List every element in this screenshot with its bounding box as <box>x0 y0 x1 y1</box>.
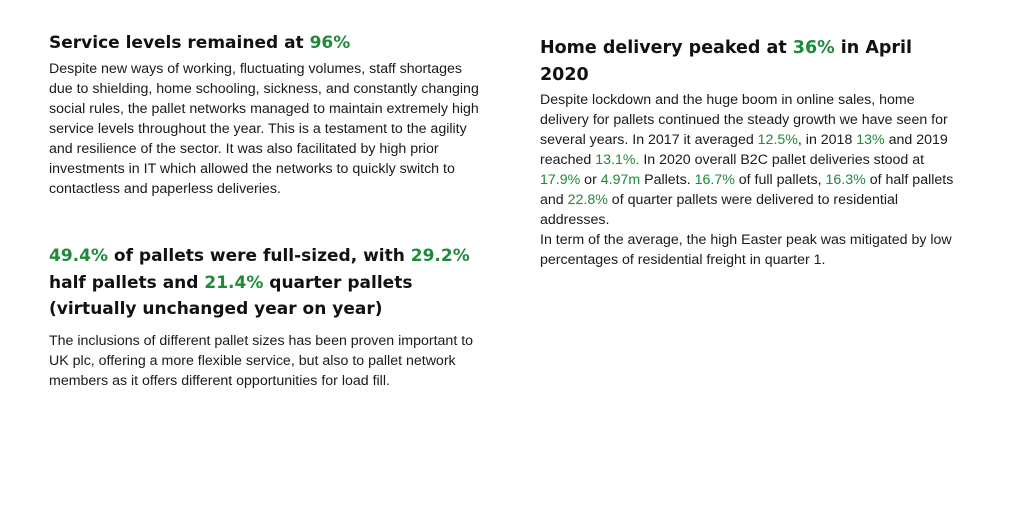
value-2017: 12.5% <box>757 132 798 148</box>
service-levels-paragraph: Despite new ways of working, fluctuating volumes, staff shortages due to shielding, home schooling, sickness, and constantly changing social rules, the pallet networks managed to maintain extremely high service levels throughout the year. This is a testament to the agility and resilience of the sector. It was also facilitated by high prior investments in IT which allowed the networks to quickly switch to contactless and paperless deliveries. <box>49 61 479 197</box>
para-text: of half pallets and <box>540 172 954 208</box>
home-delivery-peak-value: 36% <box>792 38 835 58</box>
para-text: and 2019 reached <box>540 132 948 168</box>
para-text: of full pallets, <box>734 172 826 188</box>
home-delivery-paragraph <box>540 90 960 270</box>
para-text: of quarter pallets were delivered to residential addresses. <box>540 192 899 228</box>
service-level-value: 96% <box>309 33 351 53</box>
heading-text: in April 2020 <box>540 38 913 85</box>
heading-text: Home delivery peaked at <box>540 38 793 58</box>
full-pallets-value: 16.7% <box>694 172 735 188</box>
quarter-pallets-value: 22.8% <box>567 192 608 208</box>
half-pallet-value: 29.2% <box>410 246 470 266</box>
heading-text: quarter pallets (virtually unchanged year on year) <box>49 272 413 319</box>
para-text: Despite lockdown and the huge boom in online sales, home delivery for pallets continued the steady growth we have seen for several years. In 2017 it averaged <box>540 92 948 148</box>
home-delivery-heading <box>540 35 940 89</box>
service-levels-heading <box>49 32 350 54</box>
value-2020: 17.9% <box>540 172 581 188</box>
para-text: Pallets. <box>640 172 695 188</box>
heading-text: Service levels remained at <box>49 33 310 53</box>
para-text: In term of the average, the high Easter peak was mitigated by low percentages of residential freight in quarter 1. <box>540 232 952 268</box>
quarter-pallet-value: 21.4% <box>204 272 264 293</box>
full-pallet-value: 49.4% <box>49 246 108 266</box>
half-pallets-value: 16.3% <box>825 172 866 188</box>
heading-text: half pallets and <box>49 272 205 293</box>
value-2018: 13% <box>856 132 885 148</box>
para-text: or <box>580 172 601 188</box>
value-2019: 13.1%. <box>595 152 640 168</box>
pallets-value: 4.97m <box>600 172 641 188</box>
pallet-sizes-heading <box>49 243 489 323</box>
para-text: In 2020 overall B2C pallet deliveries stood at <box>639 152 925 168</box>
pallet-sizes-paragraph: The inclusions of different pallet sizes has been proven important to UK plc, offering a more flexible service, but also to pallet network members as it offers different opportunities for load fill. <box>49 333 474 389</box>
heading-text: of pallets were full-sized, with <box>107 246 411 266</box>
para-text: , in 2018 <box>797 132 857 148</box>
